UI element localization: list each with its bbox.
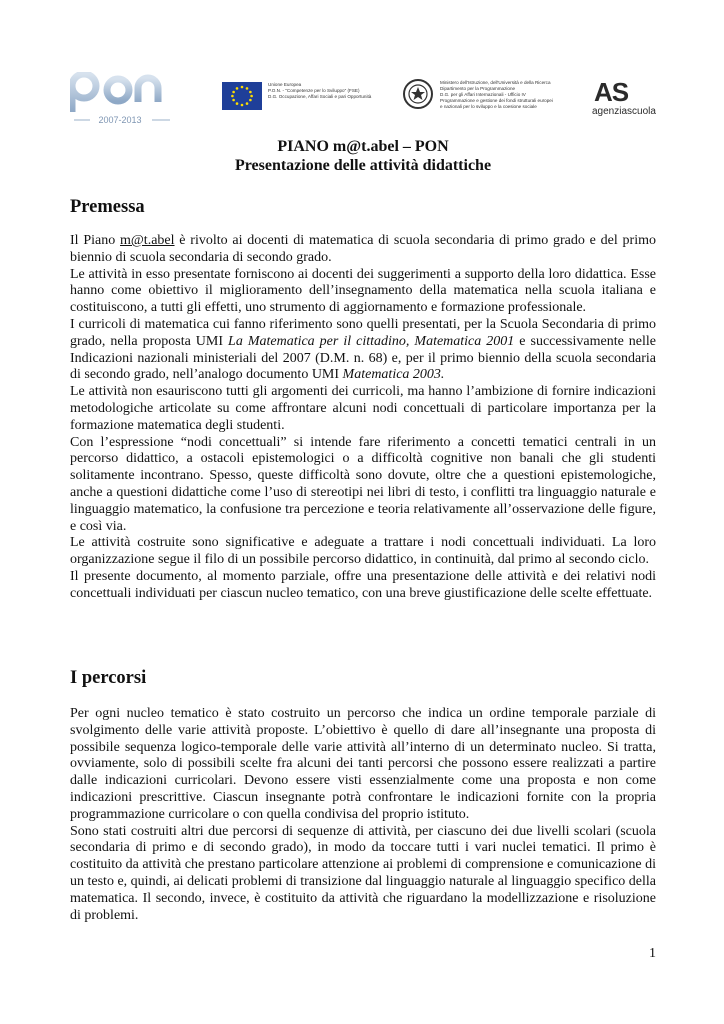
as-mark: AS bbox=[594, 77, 629, 107]
text-run: Il Piano bbox=[70, 233, 121, 248]
text-run: e successivamente nelle Indicazioni nazionali ministeriali del 2007 (D.M. n. 68) e, per il primo biennio della scuola secondaria di secondo grado, nell’analogo documento UMI bbox=[70, 333, 656, 383]
italian-emblem-icon bbox=[402, 78, 434, 110]
paragraph: Con l’espressione “nodi concettuali” si intende fare riferimento a concetti tematici centrali in un percorso didattico, a ostacoli epistemologici o a difficoltà cognitive non banali che gli studenti solitamente incontrano. Spesso, queste difficoltà sono dovute, oltre che a questioni epistemologiche, anche a questioni didattiche come l’uso di stereotipi nei libri di testo, i conflitti tra linguaggio naturale e linguaggio matematico, la confusione tra percezione e teoria relativamente all’osservazione delle figure, e così via. bbox=[70, 434, 656, 534]
pon-years: 2007-2013 bbox=[98, 115, 142, 125]
agenziascuola-logo bbox=[592, 78, 660, 118]
section-heading-percorsi: I percorsi bbox=[70, 668, 147, 688]
pon-logo-graphic bbox=[70, 72, 172, 130]
section-heading-premessa: Premessa bbox=[70, 197, 145, 217]
paragraph: Le attività in esso presentate forniscono ai docenti dei suggerimenti a supporto della loro didattica. Esse hanno come obiettivo il miglioramento dell’insegnamento della matematica nella scuola italiana e costituiscono, a tutti gli effetti, uno strumento di aggiornamento e formazione professionale. bbox=[70, 266, 656, 316]
pon-logo bbox=[70, 72, 172, 130]
text-run: I curricoli di matematica cui fanno riferimento sono quelli presentati, per la Scuola Secondaria di primo grado, nella proposta UMI bbox=[70, 316, 656, 349]
ministry-text-line: D.G. per gli Affari Internazionali - Ufficio IV bbox=[440, 92, 526, 97]
eu-text-line: D.G. Occupazione, Affari Sociali e pari Opportunità bbox=[268, 94, 372, 99]
paragraph: Le attività non esauriscono tutti gli argomenti dei curricoli, ma hanno l’ambizione di fornire indicazioni metodologiche articolate su come affrontare alcuni nodi concettuali di particolare importanza per la formazione matematica degli studenti. bbox=[70, 384, 656, 433]
section-premessa bbox=[70, 233, 656, 603]
matabel-link[interactable]: m@t.abel bbox=[120, 233, 175, 248]
document-title: PIANO m@t.abel – PON bbox=[277, 138, 449, 155]
italic-title: Matematica 2003. bbox=[342, 367, 445, 383]
paragraph bbox=[70, 317, 656, 384]
paragraph: Sono stati costruiti altri due percorsi di sequenze di attività, per ciascuno dei due livelli scolari (scuola secondaria di primo e di secondo grado), in modo da toccare tutti i vari nuclei tematici. Il primo è costituito da attività che prestano particolare attenzione ai problemi di comprensione e comunicazione di un testo e, quindi, ai delicati problemi di transizione dal linguaggio naturale al linguaggio specifico della matematica. Il secondo, invece, è costituito da attività che riguardano la modellizzazione e risoluzione di problemi. bbox=[70, 823, 656, 923]
paragraph: Per ogni nucleo tematico è stato costruito un percorso che indica un ordine temporale parziale di svolgimento delle varie attività proposte. L’obiettivo è quello di dare all’insegnante una proposta di possibile sequenza logico-temporale delle varie attività all’interno di un determinato nucleo. Si tratta, ovviamente, solo di possibili scelte fra alcuni dei tanti percorsi che possono essere realizzati a partire dalle indicazioni curricolari. Devono essere visti essenzialmente come una proposta e non come indicazioni prescrittive. Ciascun insegnante potrà confrontare le indicazioni fornite con la propria programmazione curricolare o con quella condivisa del proprio istituto. bbox=[70, 706, 656, 822]
header-logos bbox=[70, 68, 660, 130]
as-wordmark: agenziascuola bbox=[592, 106, 656, 117]
paragraph: Le attività costruite sono significative e adeguate a trattare i nodi concettuali individuati. La loro organizzazione segue il filo di un possibile percorso didattico, in continuità, dal primo al secondo ciclo. bbox=[70, 535, 656, 568]
eu-text-line: Unione Europea bbox=[268, 82, 302, 87]
page-number: 1 bbox=[649, 946, 656, 961]
ministry-text-line: Ministero dell'Istruzione, dell'Università e della Ricerca bbox=[440, 80, 551, 85]
ministry-text-line: Programmazione e gestione dei fondi strutturali europei bbox=[440, 98, 553, 103]
paragraph bbox=[70, 233, 656, 267]
ministry-text-line: Dipartimento per la Programmazione bbox=[440, 86, 516, 91]
eu-flag-icon bbox=[222, 82, 262, 110]
document-subtitle: Presentazione delle attività didattiche bbox=[234, 157, 492, 174]
paragraph: Il presente documento, al momento parziale, offre una presentazione delle attività e dei relativi nodi concettuali individuati per ciascun nucleo tematico, con una breve giustificazione delle scelte effettuate. bbox=[70, 568, 656, 601]
ministry-logo-text bbox=[440, 80, 572, 110]
text-run: è rivolto ai docenti di matematica di scuola secondaria di primo grado e del primo biennio di scuola secondaria di secondo grado. bbox=[70, 233, 656, 265]
italic-title: La Matematica per il cittadino, Matematica 2001 bbox=[228, 333, 515, 349]
section-percorsi bbox=[70, 706, 656, 924]
eu-text-line: P.O.N. - "Competenze per lo Sviluppo" (FSE) bbox=[268, 88, 360, 93]
ministry-logo bbox=[402, 78, 572, 118]
ministry-text-line: e nazionali per lo sviluppo e la coesione sociale bbox=[440, 104, 537, 109]
